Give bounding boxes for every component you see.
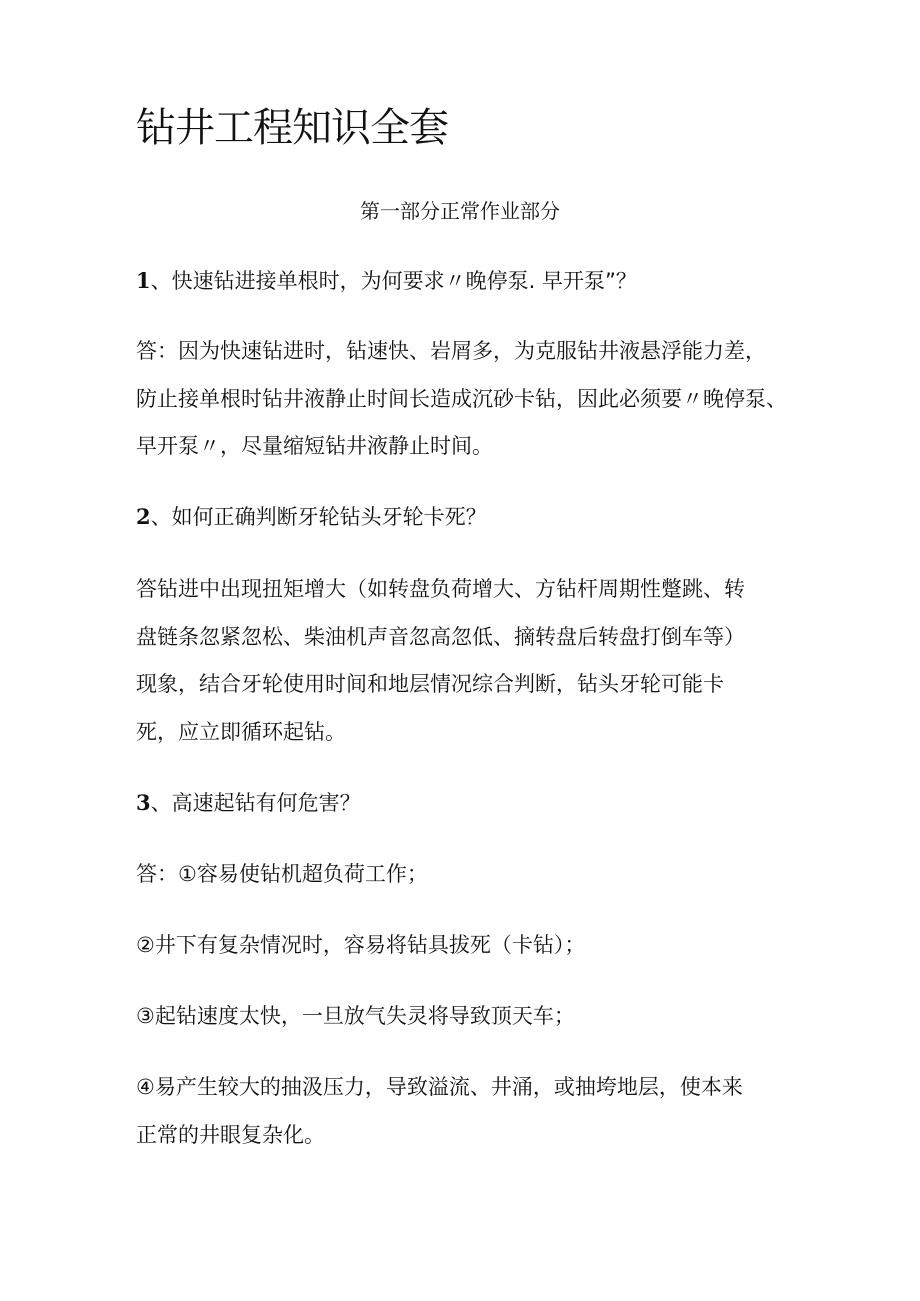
answer-1-line-1: 答：因为快速钻进时，钻速快、岩屑多，为克服钻井液悬浮能力差，	[136, 339, 766, 363]
answer-3-line-5: 正常的井眼复杂化。	[136, 1123, 325, 1147]
question-text: 、快速钻进接单根时，为何要求〃晚停泵. 早开泵”？	[150, 269, 637, 293]
answer-3-line-2: ②井下有复杂情况时，容易将钻具拔死（卡钻）；	[136, 933, 586, 957]
document-title: 钻井工程知识全套	[136, 105, 448, 151]
question-text: 、如何正确判断牙轮钻头牙轮卡死？	[150, 505, 487, 529]
answer-1-line-3: 早开泵〃，尽量缩短钻井液静止时间。	[136, 434, 493, 458]
answer-2-line-1: 答钻进中出现扭矩增大（如转盘负荷增大、方钻杆周期性蹩跳、转	[136, 577, 745, 601]
question-2	[136, 502, 487, 532]
question-number: 2	[136, 504, 151, 529]
answer-3-line-4: ④易产生较大的抽汲压力，导致溢流、井涌，或抽垮地层，使本来	[136, 1075, 743, 1099]
section-heading: 第一部分正常作业部分	[360, 199, 560, 223]
question-number: 3	[136, 790, 151, 815]
question-1	[136, 266, 637, 296]
question-number: 1	[136, 268, 151, 293]
answer-3-line-3: ③起钻速度太快，一旦放气失灵将导致顶天车；	[136, 1004, 575, 1028]
question-text: 、高速起钻有何危害？	[150, 791, 361, 815]
answer-3-line-1: 答：①容易使钻机超负荷工作；	[136, 862, 428, 886]
answer-1-line-2: 防止接单根时钻井液静止时间长造成沉砂卡钻，因此必须要〃晚停泵、	[136, 387, 787, 411]
question-3	[136, 788, 361, 818]
answer-2-line-4: 死，应立即循环起钻。	[136, 720, 346, 744]
answer-2-line-2: 盘链条忽紧忽松、柴油机声音忽高忽低、摘转盘后转盘打倒车等）	[136, 625, 745, 649]
answer-2-line-3: 现象，结合牙轮使用时间和地层情况综合判断，钻头牙轮可能卡	[136, 672, 724, 696]
